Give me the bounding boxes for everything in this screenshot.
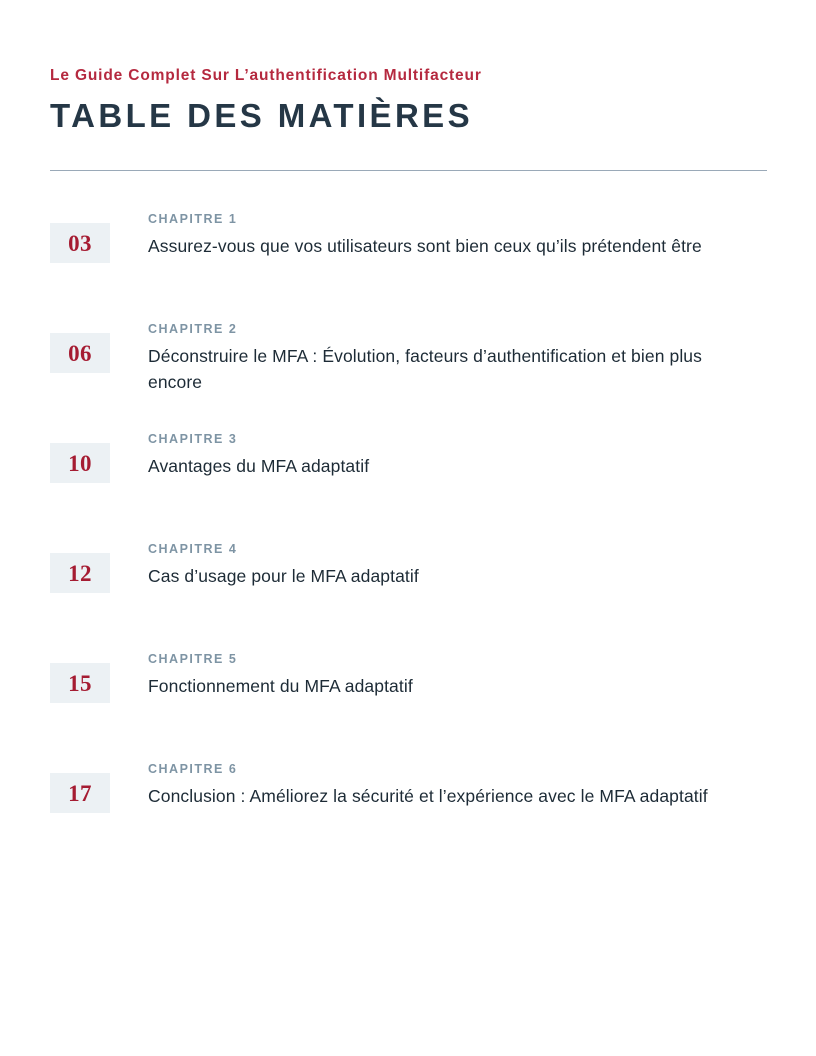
toc-entry[interactable] [0, 542, 816, 652]
page-number: 03 [68, 230, 92, 256]
chapter-title[interactable]: Avantages du MFA adaptatif [148, 456, 370, 476]
chapter-title[interactable]: Assurez-vous que vos utilisateurs sont bien ceux qu’ils prétendent être [148, 236, 702, 256]
page-number-badge [50, 773, 110, 813]
page-number-badge [50, 223, 110, 263]
chapter-label: CHAPITRE 5 [148, 652, 238, 666]
page-number: 10 [68, 450, 92, 476]
page-number: 12 [68, 560, 92, 586]
toc-entry[interactable] [0, 322, 816, 432]
chapter-label: CHAPITRE 6 [148, 762, 238, 776]
toc-entry-text [148, 432, 748, 480]
chapter-title[interactable]: Conclusion : Améliorez la sécurité et l’expérience avec le MFA adaptatif [148, 786, 708, 806]
toc-entry[interactable] [0, 652, 816, 762]
toc-entry[interactable] [0, 432, 816, 542]
page-header [50, 66, 767, 136]
chapter-title[interactable]: Cas d’usage pour le MFA adaptatif [148, 566, 419, 586]
table-of-contents [0, 212, 816, 872]
page-number: 06 [68, 340, 92, 366]
toc-entry[interactable] [0, 212, 816, 322]
toc-entry-text [148, 762, 748, 810]
page-title: TABLE DES MATIÈRES [50, 97, 473, 135]
chapter-label: CHAPITRE 2 [148, 322, 238, 336]
page-number: 17 [68, 780, 92, 806]
toc-entry-text [148, 652, 748, 700]
toc-entry-text [148, 542, 748, 590]
chapter-label: CHAPITRE 3 [148, 432, 238, 446]
toc-entry[interactable] [0, 762, 816, 872]
page-number-badge [50, 443, 110, 483]
page-number-badge [50, 333, 110, 373]
toc-entry-text [148, 212, 748, 260]
page-number: 15 [68, 670, 92, 696]
chapter-title[interactable]: Déconstruire le MFA : Évolution, facteurs d’authentification et bien plus encore [148, 346, 702, 392]
chapter-title[interactable]: Fonctionnement du MFA adaptatif [148, 676, 413, 696]
guide-eyebrow-title: Le Guide Complet Sur L’authentification Multifacteur [50, 67, 482, 84]
toc-entry-text [148, 322, 748, 396]
page-number-badge [50, 553, 110, 593]
page-number-badge [50, 663, 110, 703]
chapter-label: CHAPITRE 4 [148, 542, 238, 556]
header-divider [50, 170, 767, 171]
chapter-label: CHAPITRE 1 [148, 212, 238, 226]
